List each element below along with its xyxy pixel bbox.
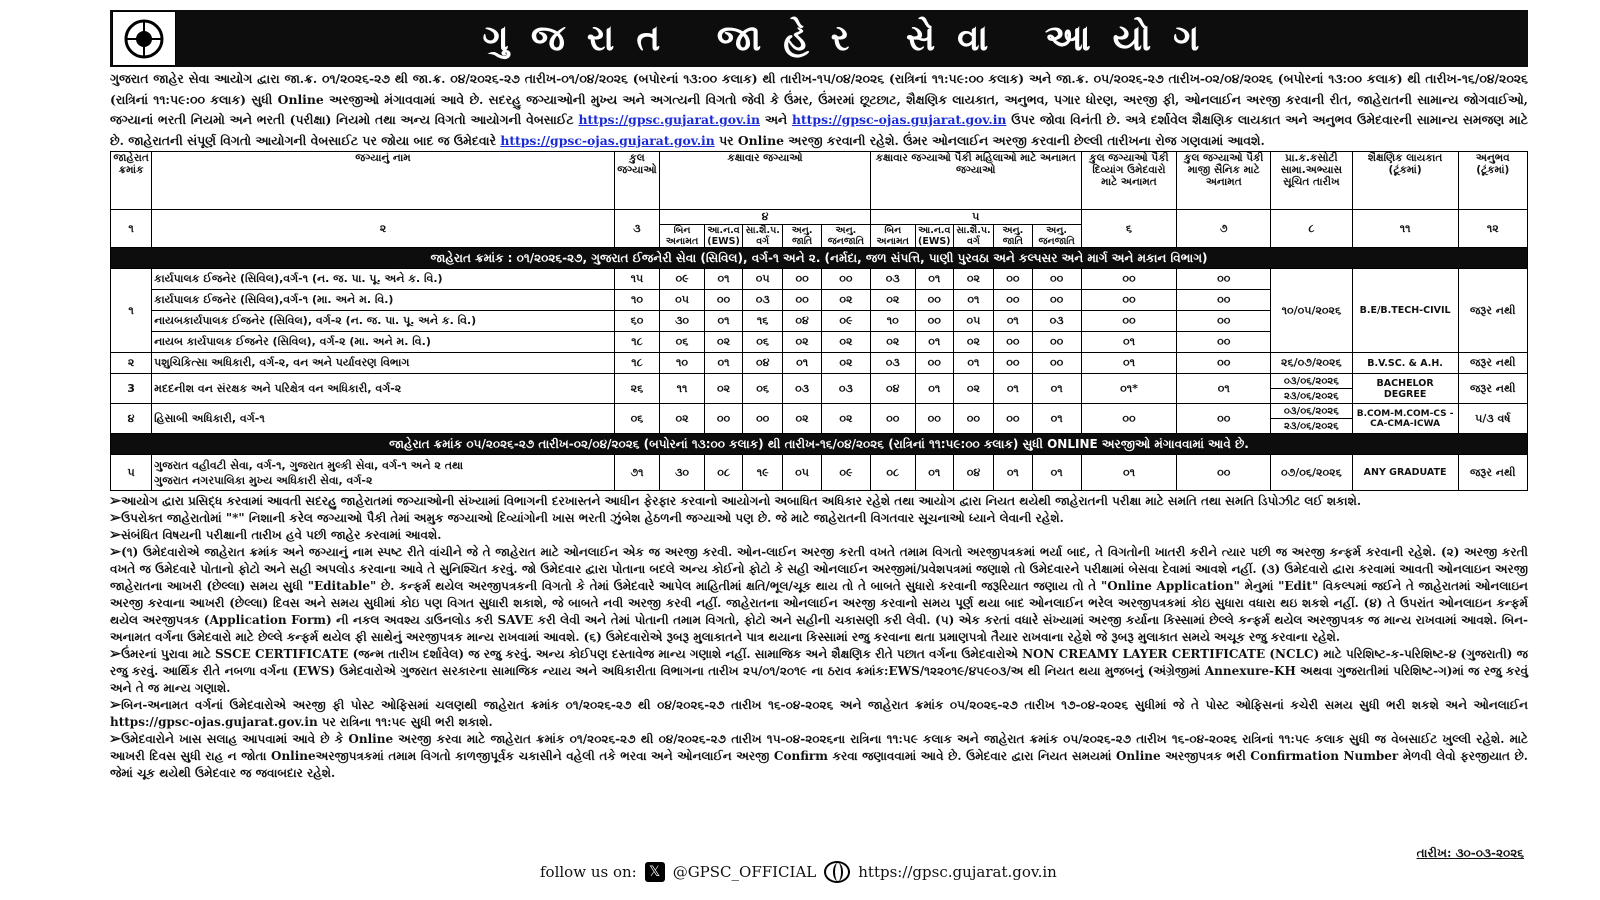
subhead: આ.ન.વ (EWS)	[915, 225, 953, 248]
cell: ૦૧	[1032, 404, 1081, 434]
cell: ૦૦	[1081, 269, 1177, 290]
cell: ૦૦	[993, 290, 1032, 311]
cell: ૦૦	[915, 290, 953, 311]
cell: ૦૬	[743, 332, 783, 353]
qualification-cell: B.V.SC. & A.H.	[1352, 353, 1458, 374]
colnum: ૧	[111, 210, 152, 248]
cell: ૦૦	[1177, 455, 1271, 491]
post-name-cell: કાર્યપાલક ઈજનેર (સિવિલ),વર્ગ-૧ (ન. જ. પા. પૂ. અને ક. વિ.)	[152, 269, 615, 290]
cell: ૬૦	[614, 311, 659, 332]
cell: ૦૦	[1177, 311, 1271, 332]
qualification-cell: B.COM-M.COM-CS -CA-CMA-ICWA	[1352, 404, 1458, 434]
col-ex-servicemen: કુલ જગ્યાઓ પૈકી માજી સૈનિક માટે અનામત	[1177, 152, 1271, 210]
cell: ૦૧	[993, 374, 1032, 404]
cell: ૦૩	[870, 353, 915, 374]
adv-no-cell: ૨	[111, 353, 152, 374]
gpsc-website-link[interactable]: https://gpsc.gujarat.gov.in	[578, 112, 761, 128]
post-name-cell: પશુચિકિત્સા અધિકારી, વર્ગ-૨, વન અને પર્યાવરણ વિભાગ	[152, 353, 615, 374]
col-adv-no: જાહેરાત ક્રમાંક	[111, 152, 152, 210]
experience-cell: જરૂર નથી	[1458, 455, 1527, 491]
cell: ૦૨	[783, 332, 822, 353]
advertisement-page	[110, 10, 1528, 782]
cell: ૦૩	[1032, 311, 1081, 332]
cell: ૦૦	[1032, 269, 1081, 290]
cell: ૦૦	[783, 269, 822, 290]
x-logo-icon[interactable]: 𝕏	[645, 862, 665, 882]
cell: ૦૧	[953, 290, 993, 311]
subhead: અનુ. જનજાતિ	[1032, 225, 1081, 248]
cell: ૦૧	[915, 374, 953, 404]
notes-section	[110, 493, 1528, 782]
colnum: ૬	[1081, 210, 1177, 248]
cell: ૧૯	[743, 455, 783, 491]
note-item: ➢સંબંધિત વિષયની પરીક્ષાની તારીખ હવે પછી જાહેર કરવામાં આવશે.	[110, 528, 442, 543]
cell: ૦૫	[953, 311, 993, 332]
cell: ૩૦	[660, 311, 705, 332]
band-text: જાહેરાત ક્રમાંક : ૦૧/૨૦૨૬-૨૭, ગુજરાત ઈજનેરી સેવા (સિવિલ), વર્ગ-૧ અને ૨. (નર્મદા, જળ સંપત્તિ, પાણી પુરવઠા અને કલ્પસર અને માર્ગ અને મકાન વિભાગ)	[111, 248, 1528, 269]
colnum: ૫	[870, 210, 1081, 225]
col-category-wise: કક્ષાવાર જગ્યાઓ	[660, 152, 871, 210]
cell: ૦૦	[1177, 404, 1271, 434]
date-cell: ૨૩/૦૬/૨૦૨૬	[1271, 389, 1353, 404]
website-url[interactable]: https://gpsc.gujarat.gov.in	[858, 863, 1057, 881]
cell: ૦૦	[704, 404, 742, 434]
colnum: ૩	[614, 210, 659, 248]
cell: ૦૦	[870, 404, 915, 434]
date-cell: ૧૦/૦૫/૨૦૨૬	[1271, 269, 1353, 353]
cell: ૧૦	[614, 290, 659, 311]
twitter-handle[interactable]: @GPSC_OFFICIAL	[672, 863, 817, 881]
post-name-cell	[152, 455, 615, 491]
cell: ૦૧	[915, 269, 953, 290]
post-name-line: ગુજરાત નગરપાલિકા મુખ્ય અધિકારી સેવા, વર્ગ-૨	[154, 473, 373, 487]
post-name-cell: નાયબકાર્યપાલક ઈજનેર (સિવિલ), વર્ગ-૨ (ન. જ. પા. પૂ. અને ક. વિ.)	[152, 311, 615, 332]
cell: ૦૪	[870, 374, 915, 404]
cell: ૧૦	[660, 353, 705, 374]
colnum: ૭	[1177, 210, 1271, 248]
cell: ૦૧	[704, 311, 742, 332]
note-text: ➢ઉમેદવારોને ખાસ સલાહ આપવામાં આવે છે કે Online અરજી કરવા માટે જાહેરાત ક્રમાંક ૦૧/૨૦૨૬-૨૭ થી ૦૪/૨૦૨૬-૨૭ તારીખ ૧૫-૦૪-૨૦૨૬ના રાત્રિના ૧૧:૫૯ કલાક અને જાહેરાત ક્રમાંક ૦૫/૨૦૨૬-૨૭ તારીખ ૧૬-૦૪-૨૦૨૬ રાત્રિનાં ૧૧:૫૯ કલાક સુધી જ વેબસાઈટ ખુલ્લી રહેશે. માટે આખરી દિવસ સુધી રાહ ન જોતા Onlineઅરજીપત્રકમાં તમામ વિગતો કાળજીપૂર્વક ચકાસીને વહેલી તકે ભરવા અને ઓનલાઈન અરજી Confirm કરવા જણાવવામાં આવે છે. ઉમેદવાર દ્વારા નિયત સમયમાં Online અરજીપત્રક ભરી Confirmation Number મેળવી લેવો ફરજીયાત છે. જેમાં ચૂક થયેથી ઉમેદવાર જ જવાબદાર રહેશે.	[110, 732, 1528, 781]
cell: ૧૫	[614, 269, 659, 290]
colnum: ૨	[152, 210, 615, 248]
cell: ૭૧	[614, 455, 659, 491]
qualification-cell: B.E/B.TECH-CIVIL	[1352, 269, 1458, 353]
cell: ૧૧	[660, 374, 705, 404]
post-name-cell: કાર્યપાલક ઈજનેર (સિવિલ),વર્ગ-૧ (મા. અને મ. વિ.)	[152, 290, 615, 311]
cell: ૦૦	[953, 404, 993, 434]
header-row	[111, 152, 1528, 210]
cell: ૧૦	[870, 311, 915, 332]
gpsc-emblem-icon	[112, 11, 176, 66]
cell: ૦૦	[1032, 332, 1081, 353]
table-row	[111, 269, 1528, 290]
cell: ૦૯	[821, 455, 870, 491]
cell: ૦૧	[704, 353, 742, 374]
cell: ૦૦	[1032, 353, 1081, 374]
date-cell: ૦૩/૦૬/૨૦૨૬	[1271, 404, 1353, 419]
cell: ૦૨	[821, 404, 870, 434]
adv-no-cell: ૪	[111, 404, 152, 434]
cell: ૦૨	[870, 290, 915, 311]
cell: ૦૦	[1032, 290, 1081, 311]
ojas-website-link[interactable]: https://gpsc-ojas.gujarat.gov.in	[791, 112, 1007, 128]
col-total: કુલ જગ્યાઓ	[614, 152, 659, 210]
cell: ૦૦	[704, 290, 742, 311]
date-cell: ૦૩/૦૬/૨૦૨૬	[1271, 374, 1353, 389]
cell: ૦૨	[821, 290, 870, 311]
intro-text-3: ઉપર જોવા વિનંતી છે. અત્રે દર્શાવેલ શૈક્ષણિક લાયકાત અને અનુભવ ઉમેદવારની સામાન્ય સમજણ માટે છે. જાહેરાતની સંપૂર્ણ વિગતો આયોગની વેબસાઈટ પર જોયા બાદ જ ઉમેદવારે	[110, 112, 1528, 148]
note-item: ➢બિન-અનામત વર્ગનાં ઉમેદવારોએ અરજી ફી પોસ્ટ ઓફિસમાં ચલણથી જાહેરાત ક્રમાંક ૦૧/૨૦૨૬-૨૭ થી ૦૪/૨૦૨૬-૨૭ તારીખ ૧૬-૦૪-૨૦૨૬ અને જાહેરાત ક્રમાંક ૦૫/૨૦૨૬-૨૭ તારીખ ૧૭-૦૪-૨૦૨૬ સુધીમાં જે તે પોસ્ટ ઓફિસનાં કચેરી સમય સુધી ભરી શકશે અને ઓનલાઈન https://gpsc-ojas.gujarat.gov.in પર રાત્રિના ૧૧:૫૯ સુધી ભરી શકાશે.	[110, 698, 1528, 730]
cell: ૦૦	[743, 404, 783, 434]
cell: ૦૧	[1032, 374, 1081, 404]
post-name-line: ગુજરાત વહીવટી સેવા, વર્ગ-૧, ગુજરાત મુલ્કી સેવા, વર્ગ-૧ અને ૨ તથા	[154, 458, 464, 472]
colnum: ૧૨	[1458, 210, 1527, 248]
intro-paragraph	[110, 69, 1528, 151]
cell: ૦૩	[821, 374, 870, 404]
cell: ૦૦	[1177, 353, 1271, 374]
cell: ૦૨	[704, 374, 742, 404]
cell: ૦૨	[783, 404, 822, 434]
subhead: અનુ. જાતિ	[993, 225, 1032, 248]
cell: ૦૦	[915, 311, 953, 332]
cell: ૦૦	[1081, 290, 1177, 311]
vacancy-table	[110, 151, 1528, 491]
intro-text-1: ગુજરાત જાહેર સેવા આયોગ દ્વારા જા.ક્ર. ૦૧/૨૦૨૬-૨૭ થી જા.ક્ર. ૦૪/૨૦૨૬-૨૭ તારીખ-૦૧/૦૪/૨૦૨૬ (બપોરનાં ૧૩:૦૦ કલાક) થી તારીખ-૧૫/૦૪/૨૦૨૬ (રાત્રિનાં ૧૧:૫૯:૦૦ કલાક) અને જા.ક્ર. ૦૫/૨૦૨૬-૨૭ તારીખ-૦૨/૦૪/૨૦૨૬ (બપોરનાં ૧૩:૦૦ કલાક) થી તારીખ-૧૬/૦૪/૨૦૨૬ (રાત્રિનાં ૧૧:૫૯:૦૦ કલાક) સુધી Online અરજીઓ મંગાવવામાં આવે છે. સદરહુ જગ્યાઓની મુખ્ય અને અગત્યની વિગતો જેવી કે ઉંમર, ઉંમરમાં છૂટછાટ, શૈક્ષણિક લાયકાત, અનુભવ, પગાર ધોરણ, અરજી ફી, ઓનલાઈન અરજી કરવાની રીત, જાહેરાતની સામાન્ય જોગવાઈઓ, જગ્યાનાં ભરતી નિયમો અને ભરતી (પરીક્ષા) નિયમો તથા અન્ય વિગતો આયોગની વેબસાઈટ	[110, 71, 1528, 128]
band-text: જાહેરાત ક્રમાંક ૦૫/૨૦૨૬-૨૭ તારીખ-૦૨/૦૪/૨૦૨૬ (બપોરનાં ૧૩:૦૦ કલાક) થી તારીખ-૧૬/૦૪/૨૦૨૬ (રાત્રિનાં ૧૧:૫૯:૦૦ કલાક) સુધી ONLINE અરજીઓ મંગાવવામાં આવે છે.	[111, 434, 1528, 455]
cell: ૦૧	[993, 455, 1032, 491]
subhead: સા.શૈ.પ. વર્ગ	[953, 225, 993, 248]
ojas-apply-link[interactable]: https://gpsc-ojas.gujarat.gov.in	[500, 132, 715, 148]
cell: ૦૨	[821, 353, 870, 374]
date-cell: ૦૭/૦૬/૨૦૨૬	[1271, 455, 1353, 491]
cell: ૦૦	[783, 290, 822, 311]
adv-no-cell: ૧	[111, 269, 152, 353]
cell: ૦૧	[915, 455, 953, 491]
cell: ૦૧	[1081, 332, 1177, 353]
cell: ૦૮	[704, 455, 742, 491]
cell: ૦૧	[953, 353, 993, 374]
footer	[540, 861, 1057, 883]
cell: ૦૪	[783, 311, 822, 332]
adv-no-cell: 3	[111, 374, 152, 404]
cell: ૦૨	[953, 332, 993, 353]
cell: ૦૦	[993, 404, 1032, 434]
banner-title: ગુજરાત જાહેર સેવા આયોગ	[482, 17, 1222, 59]
subhead: સા.શૈ.પ. વર્ગ	[743, 225, 783, 248]
table-row	[111, 455, 1528, 491]
cell: ૦૦	[993, 332, 1032, 353]
note-item-last	[110, 731, 1528, 782]
cell: ૦૦	[1177, 290, 1271, 311]
cell: ૦૧*	[1081, 374, 1177, 404]
cell: ૦૧	[1032, 455, 1081, 491]
cell: ૧૮	[614, 332, 659, 353]
cell: ૦૦	[1081, 311, 1177, 332]
cell: ૨૬	[614, 374, 659, 404]
colnum: ૪	[660, 210, 871, 225]
cell: ૦૫	[660, 290, 705, 311]
note-item: ➢આયોગ દ્વારા પ્રસિદ્ધ કરવામાં આવતી સદરહુ જાહેરાતમાં જગ્યાઓની સંખ્યામાં વિભાગની દરખાસ્તને આધીન ફેરફાર કરવાનો આયોગનો અબાધિત અધિકાર રહેશે તથા આયોગ દ્વારા નિયત થયેથી જાહેરાતની પરીક્ષા માટે સમતિ તથા સમતિ ડિપોઝીટ લઈ શકાશે.	[110, 494, 1362, 509]
date-cell: ૨૬/૦૭/૨૦૨૬	[1271, 353, 1353, 374]
col-qualification: શૈક્ષણિક લાયકાત (ટૂંકમાં)	[1352, 152, 1458, 210]
cell: ૩૦	[660, 455, 705, 491]
cell: ૦૦	[915, 404, 953, 434]
cell: ૦૫	[783, 455, 822, 491]
cell: ૦૦	[993, 353, 1032, 374]
experience-cell: જરૂર નથી	[1458, 353, 1527, 374]
cell: ૦૬	[614, 404, 659, 434]
cell: ૦૦	[915, 353, 953, 374]
subhead: અનુ. જાતિ	[783, 225, 822, 248]
cell: ૦૬	[743, 374, 783, 404]
globe-icon	[824, 861, 850, 883]
colnum: ૧૧	[1352, 210, 1458, 248]
cell: ૦૯	[821, 311, 870, 332]
experience-cell: ૫/૩ વર્ષ	[1458, 404, 1527, 434]
cell: ૦૫	[743, 269, 783, 290]
cell: ૦૦	[1177, 332, 1271, 353]
subhead: આ.ન.વ (EWS)	[704, 225, 742, 248]
cell: ૦૩	[743, 290, 783, 311]
cell: ૦૮	[870, 455, 915, 491]
intro-text-4: પર Online અરજી કરવાની રહેશે. ઉંમર ઓનલાઈન અરજી કરવાની છેલ્લી તારીખના રોજ ગણવામાં આવશે.	[719, 132, 1265, 148]
adv-no-cell: ૫	[111, 455, 152, 491]
cell: ૦૧	[1081, 353, 1177, 374]
header-banner	[110, 10, 1528, 67]
cell: ૦૧	[915, 332, 953, 353]
cell: ૦૧	[993, 311, 1032, 332]
cell: ૧૬	[743, 311, 783, 332]
cell: ૦૯	[660, 269, 705, 290]
table-row	[111, 374, 1528, 389]
colnum: ૮	[1271, 210, 1353, 248]
cell: ૦૨	[953, 374, 993, 404]
col-women-reserved: કક્ષાવાર જગ્યાઓ પૈકી મહિલાઓ માટે અનામત જગ્યાઓ	[870, 152, 1081, 210]
experience-cell: જરૂર નથી	[1458, 269, 1527, 353]
col-prelim-date: પ્રા.ક.કસોટી સામા.અભ્યાસ સૂચિત તારીખ	[1271, 152, 1353, 210]
intro-text-2: અને	[764, 112, 788, 128]
cell: ૦૧	[783, 353, 822, 374]
note-item: ➢ઉપરોક્ત જાહેરાતોમાં "*" નિશાની કરેલ જગ્યાઓ પૈકી તેમાં અમુક જગ્યાઓ દિવ્યાંગોની ખાસ ભરતી ઝુંબેશ હેઠળની જગ્યાઓ પણ છે. જે માટે જાહેરાતની વિગતવાર સૂચનાઓ ધ્યાને લેવાની રહેશે.	[110, 511, 1064, 526]
follow-label: follow us on:	[540, 863, 637, 881]
cell: ૦૧	[1177, 374, 1271, 404]
cell: ૦૨	[660, 404, 705, 434]
cell: ૦૨	[821, 332, 870, 353]
cell: ૦૦	[821, 269, 870, 290]
cell: ૦૨	[870, 332, 915, 353]
table-row	[111, 353, 1528, 374]
post-name-cell: હિસાબી અધિકારી, વર્ગ-૧	[152, 404, 615, 434]
col-post-name: જગ્યાનું નામ	[152, 152, 615, 210]
advertisement-band-1	[111, 248, 1528, 269]
notice-date: તારીખ: ૩૦-૦૩-૨૦૨૬	[1416, 846, 1524, 860]
cell: ૦૦	[1081, 404, 1177, 434]
experience-cell: જરૂર નથી	[1458, 374, 1527, 404]
cell: ૦૪	[743, 353, 783, 374]
table-row	[111, 404, 1528, 419]
qualification-cell: ANY GRADUATE	[1352, 455, 1458, 491]
cell: ૦૦	[993, 269, 1032, 290]
col-disabled: કુલ જગ્યાઓ પૈકી દિવ્યાંગ ઉમેદવારો માટે અનામત	[1081, 152, 1177, 210]
cell: ૦૪	[953, 455, 993, 491]
subhead: બિન અનામત	[870, 225, 915, 248]
cell: ૦૩	[870, 269, 915, 290]
cell: ૦૬	[660, 332, 705, 353]
col-experience: અનુભવ (ટૂંકમાં)	[1458, 152, 1527, 210]
cell: ૦૨	[953, 269, 993, 290]
cell: ૦૨	[704, 332, 742, 353]
note-item: ➢(૧) ઉમેદવારોએ જાહેરાત ક્રમાંક અને જગ્યાનું નામ સ્પષ્ટ રીતે વાંચીને જે તે જાહેરાત માટે ઓનલાઈન એક જ અરજી કરવી. ઓન-લાઈન અરજી કરતી વખતે તમામ વિગતો અરજીપત્રકમાં ભર્યા બાદ, તે વિગતોની ખાતરી કરીને ત્યાર પછી જ અરજી કન્ફર્મ કરવાની રહેશે. (૨) અરજી કરતી વખતે જ ઉમેદવારે પોતાનો ફોટો અને સહી અપલોડ કરવાના આવે તે સુનિશ્ચિત કરવું. જો ઉમેદવાર દ્વારા પોતાના બદલે અન્ય કોઈનો ફોટો કે સહી ઓનલાઈન અરજીમાં/પ્રવેશપત્રમાં જણાશે તો ઉમેદવારને પરીક્ષામાં બેસવા દેવામાં આવશે નહીં. (૩) ઉમેદવારો દ્વારા કરવામાં આવતી ઓનલાઇન અરજી જાહેરાતના આખરી (છેલ્લા) સમય સુધી "Editable" છે. કન્ફર્મ થયેલ અરજીપત્રકની વિગતો કે તેમાં ઉમેદવારે આપેલ માહિતીમાં ક્ષતિ/ભૂલ/ચૂક થાય તો તે બાબતે સુધારો કરવાની જરૂરિયાત જણાય તો તે "Online Application" મેનુમાં "Edit" વિકલ્પમાં જઈને તે જાહેરાતમાં ઓનલાઇન અરજી કરવાના આખરી (છેલ્લા) દિવસ અને સમય સુધીમાં કોઇ પણ વિગત સુધારી શકાશે, જે બાબતે નવી અરજી કરવી નહીં. જાહેરાતના ઓનલાઈન અરજી કરવાનો સમય પૂર્ણ થયા બાદ ઓનલાઈન ભરેલ અરજીપત્રકમાં કોઇ સુધારા વધારા થઇ શકશે નહીં. (૪) તે ઉપરાંત ઓનલાઇન કન્ફર્મ થયેલ અરજીપત્રક (Application Form) ની નકલ અવશ્ય ડાઉનલોડ કરી SAVE કરી લેવી અને તેમાં પોતાની તમામ વિગતો, ફોટો અને સહીની ચકાસણી કરી લેવી. (૫) એક કરતાં વધારે સંખ્યામાં અરજી કર્યાના કિસ્સામાં છેલ્લે કન્ફર્મ થયેલ અરજીપત્રક જ માન્ય રાખવામાં આવશે. બિન-અનામત વર્ગના ઉમેદવારો માટે છેલ્લે કન્ફર્મ થયેલ ફી સાથેનું અરજીપત્રક માન્ય રાખવામાં આવશે. (૬) ઉમેદવારોએ રૂબરૂ મુલાકાતને પાત્ર થયાના કિસ્સામાં રજુ કરવાના થતા પ્રમાણપત્રો તૈયાર રાખવાના રહેશે જે રૂબરૂ મુલાકાત સમયે અચૂક રજુ કરવાના રહેશે.	[110, 545, 1528, 645]
cell: ૦૩	[783, 374, 822, 404]
column-number-row	[111, 210, 1528, 225]
cell: ૦૦	[1177, 269, 1271, 290]
cell: ૧૮	[614, 353, 659, 374]
qualification-cell: BACHELOR DEGREE	[1352, 374, 1458, 404]
subhead: બિન અનામત	[660, 225, 705, 248]
cell: ૦૧	[704, 269, 742, 290]
advertisement-band-2	[111, 434, 1528, 455]
subhead: અનુ. જનજાતિ	[821, 225, 870, 248]
date-cell: ૨૩/૦૬/૨૦૨૬	[1271, 419, 1353, 434]
note-item: ➢ઉંમરનાં પુરાવા માટે SSCE CERTIFICATE (જન્મ તારીખ દર્શાવેલ) જ રજુ કરવું. અન્ય કોઈપણ દસ્તાવેજ માન્ય ગણાશે નહીં. સામાજિક અને શૈક્ષણિક રીતે પછાત વર્ગના ઉમેદવારોએ NON CREAMY LAYER CERTIFICATE (NCLC) માટે પરિશિષ્ટ-ક-પરિશિષ્ટ-૪ (ગુજરાતી) જ રજુ કરવું. આર્થિક રીતે નબળા વર્ગના (EWS) ઉમેદવારોએ ગુજરાત સરકારના સામાજિક ન્યાય અને અધિકારીતા વિભાગના તારીખ ૨૫/૦૧/૨૦૧૯ ના ઠરાવ ક્રમાંક:EWS/૧૨૨૦૧૯/૪૫૯૦૩/અ થી નિયત થયા મુજબનું (અંગ્રેજીમાં Annexure-KH અથવા ગુજરાતીમાં પરિશિષ્ટ-ગ)માં જ રજુ કરવું અને તે જ માન્ય ગણાશે.	[110, 647, 1528, 696]
cell: ૦૧	[1081, 455, 1177, 491]
post-name-cell: નાયબ કાર્યપાલક ઈજનેર (સિવિલ), વર્ગ-૨ (મા. અને મ. વિ.)	[152, 332, 615, 353]
post-name-cell: મદદનીશ વન સંરક્ષક અને પરિક્ષેત્ર વન અધિકારી, વર્ગ-૨	[152, 374, 615, 404]
